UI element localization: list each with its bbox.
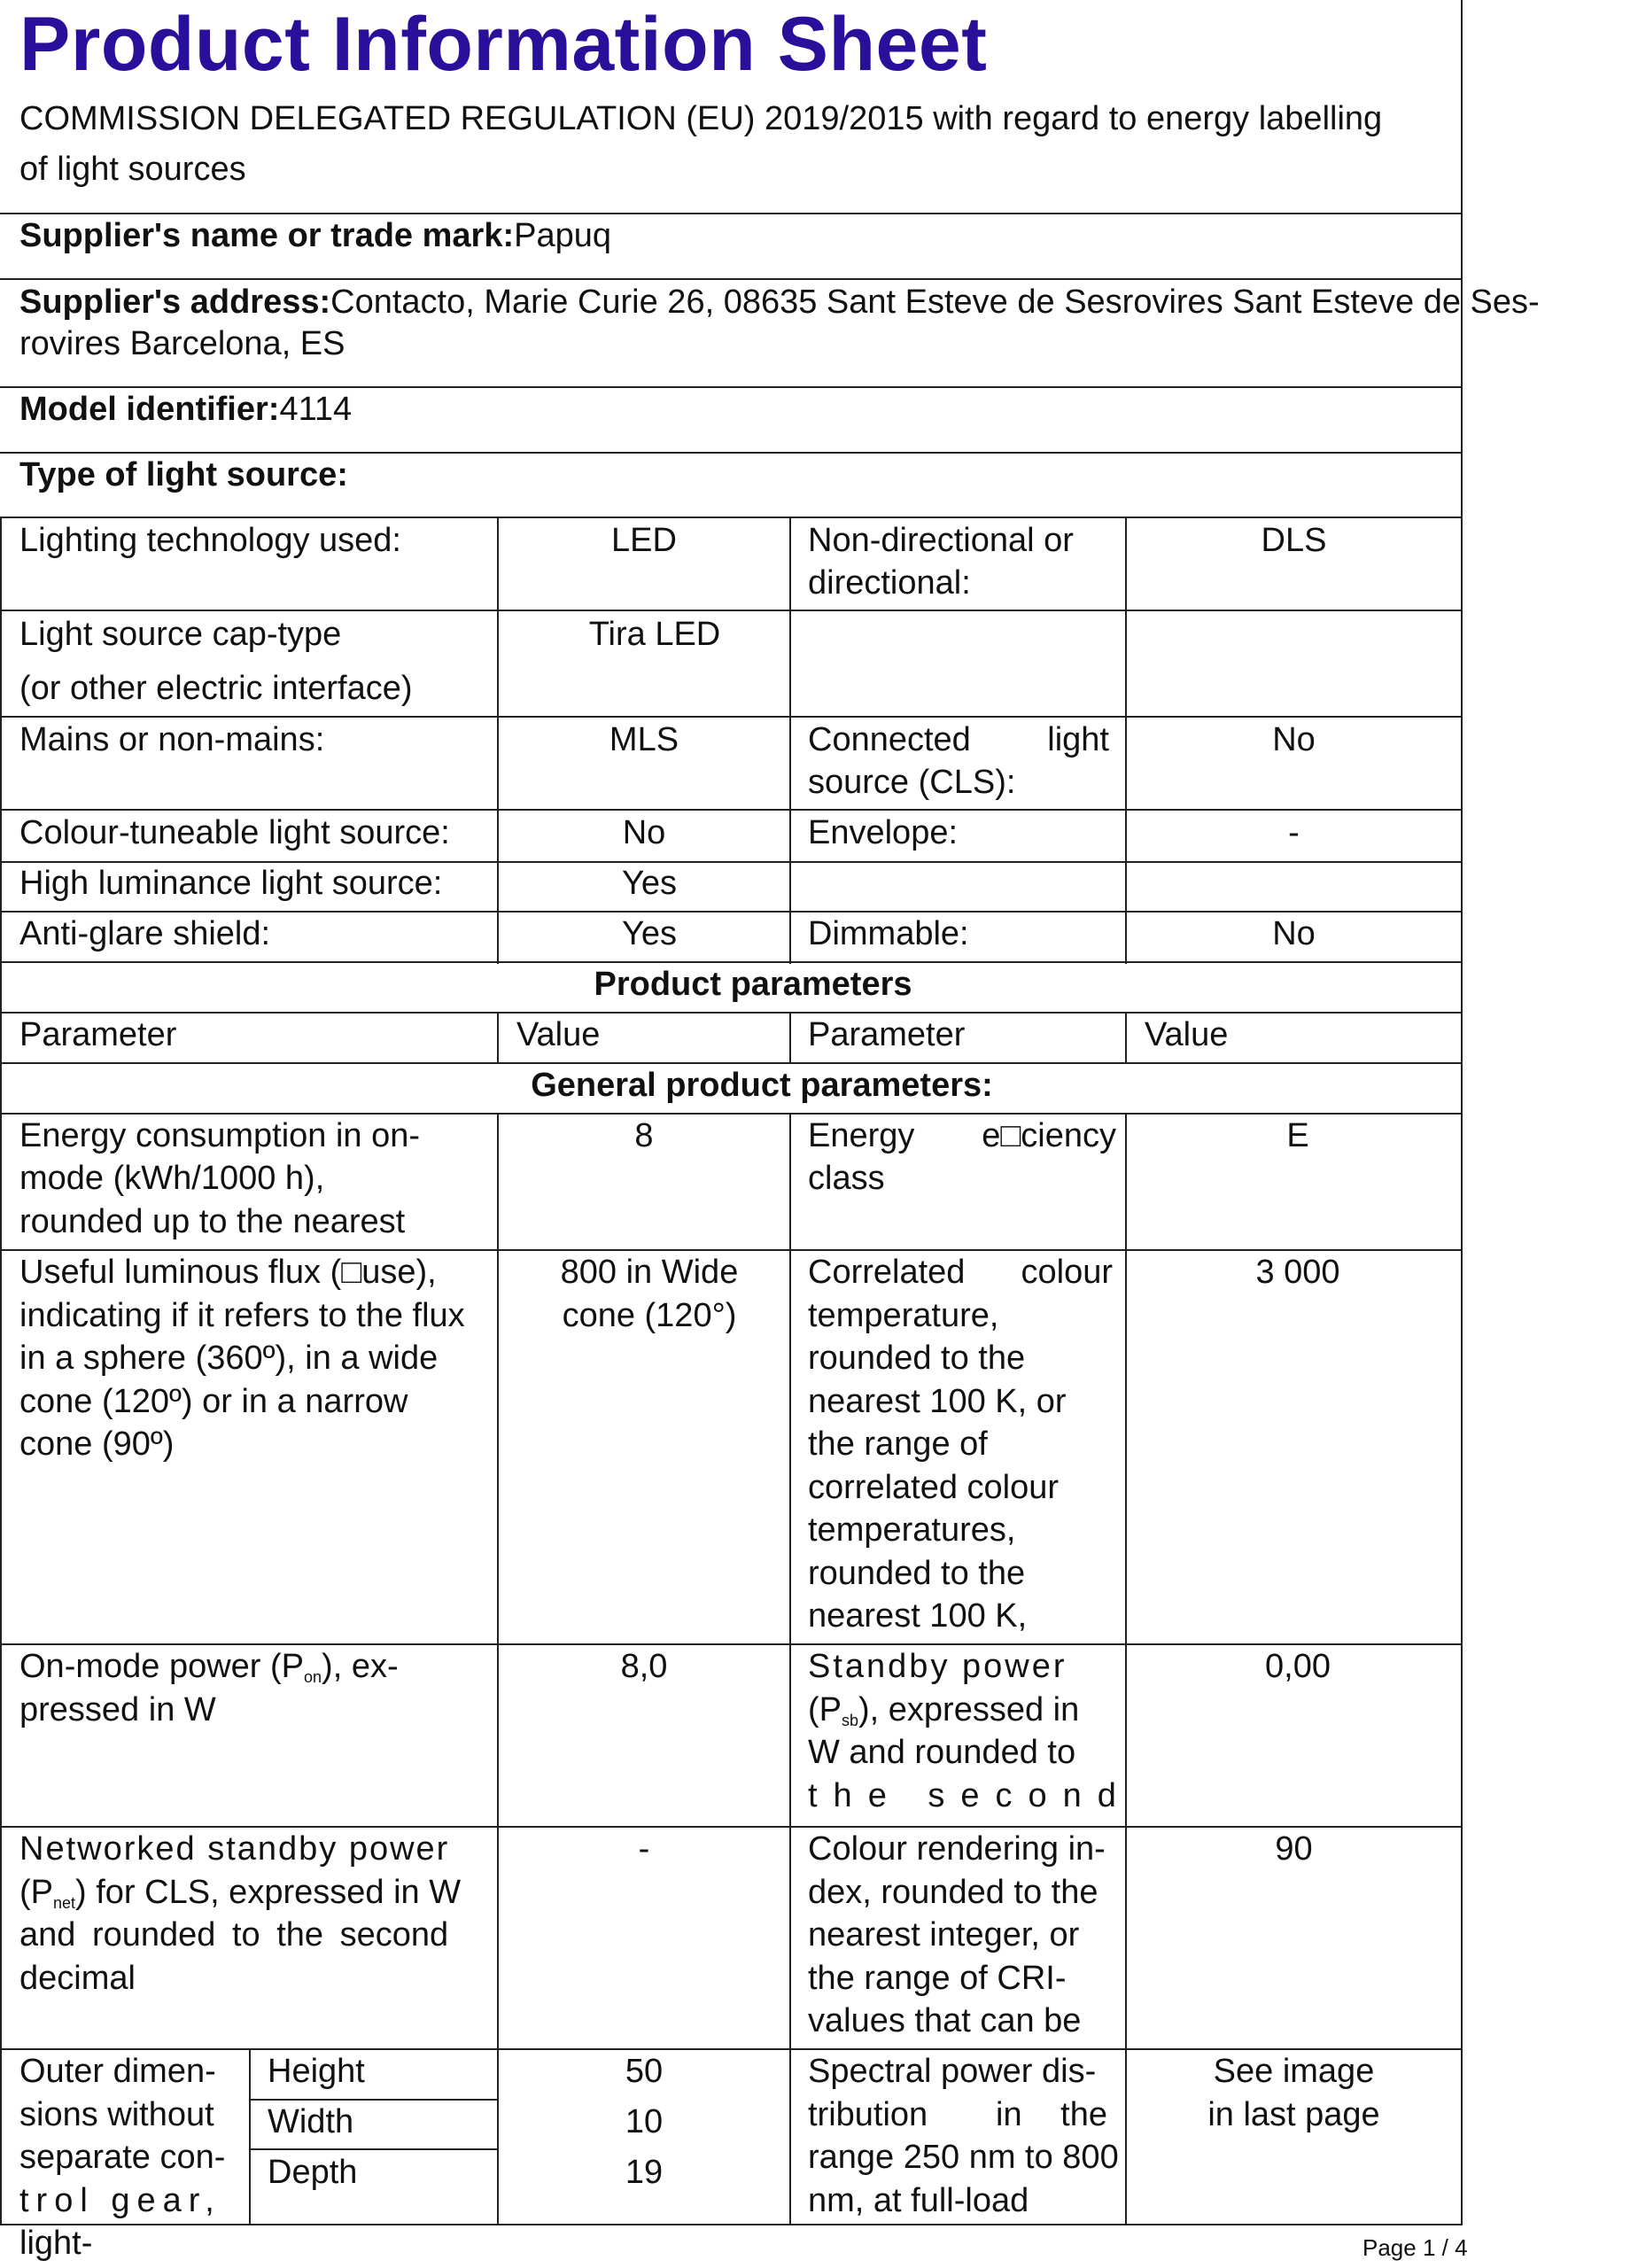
cri-value: 90: [1275, 1830, 1313, 1868]
cls-label: [808, 718, 1109, 761]
spectral-distribution-word1: tribution: [808, 2096, 928, 2133]
divider: [0, 1012, 1463, 1014]
supplier-address-value-line2: rovires Barcelona, ES: [19, 325, 345, 362]
cri-label-line4: the range of CRI-: [808, 1960, 1067, 1997]
outer-dimensions-label-line5: light-: [19, 2225, 93, 2262]
networked-standby-text: (P: [19, 1874, 53, 1911]
cct-label-line2: temperature,: [808, 1297, 999, 1334]
product-parameters-heading: Product parameters: [594, 966, 912, 1003]
column-header-value-2: Value: [1145, 1016, 1229, 1053]
light-source-type-label: Type of light source:: [19, 456, 348, 493]
directional-label-line2: directional:: [808, 564, 971, 602]
cct-label-line3: rounded to the: [808, 1340, 1026, 1377]
model-identifier-label: Model identifier:: [19, 391, 280, 428]
supplier-name-row: [19, 214, 611, 257]
lighting-technology-value: LED: [611, 522, 677, 559]
directional-label: Non-directional or: [808, 522, 1074, 559]
divider: [0, 809, 1463, 811]
energy-efficiency-word1: Energy: [808, 1117, 915, 1154]
cct-label-line8: rounded to the: [808, 1555, 1026, 1592]
on-mode-power-text-2: ), ex-: [322, 1648, 399, 1685]
networked-standby-value: -: [638, 1830, 650, 1868]
column-divider: [497, 1012, 499, 1062]
width-label: Width: [268, 2103, 354, 2140]
anti-glare-value: Yes: [622, 915, 677, 952]
spectral-distribution-label-line2: [808, 2093, 1107, 2136]
energy-consumption-label-line2: mode (kWh/1000 h),: [19, 1160, 325, 1197]
standby-power-label: Standby power: [808, 1648, 1067, 1685]
on-mode-power-text: On-mode power (P: [19, 1648, 305, 1685]
luminous-flux-label-line5: cone (90º): [19, 1425, 175, 1463]
spectral-distribution-word3: the: [1060, 2096, 1107, 2133]
energy-consumption-label-line3: rounded up to the nearest: [19, 1203, 406, 1240]
mains-value: MLS: [609, 721, 679, 758]
supplier-name-value: Papuq: [514, 217, 611, 254]
cls-value: No: [1272, 721, 1316, 758]
cri-label: Colour rendering in-: [808, 1830, 1106, 1868]
supplier-address-value: Contacto, Marie Curie 26, 08635 Sant Esteve de Sesrovires Sant Esteve de Ses-: [330, 284, 1540, 321]
luminous-flux-label-line3: in a sphere (360º), in a wide: [19, 1340, 439, 1377]
page-number: Page 1 / 4: [1362, 2234, 1468, 2261]
networked-standby-subscript: net: [53, 1894, 76, 1912]
cct-label-line5: the range of: [808, 1425, 988, 1463]
standby-power-subscript: sb: [842, 1712, 859, 1729]
luminous-flux-label-line4: cone (120º) or in a narrow: [19, 1383, 408, 1420]
model-identifier-value: 4114: [279, 391, 353, 428]
divider: [0, 2224, 1463, 2225]
on-mode-power-label-line2: pressed in W: [19, 1691, 216, 1728]
depth-value: 19: [625, 2154, 664, 2191]
model-identifier-row: [19, 388, 352, 431]
cri-label-line5: values that can be: [808, 2002, 1082, 2039]
cap-type-label: Light source cap-type: [19, 616, 342, 653]
on-mode-power-subscript: on: [304, 1668, 322, 1686]
standby-power-text: (P: [808, 1691, 842, 1728]
outer-dimensions-label-line3: separate con-: [19, 2139, 226, 2176]
spectral-distribution-value-line2: in last page: [1207, 2096, 1380, 2133]
cct-label-line9: nearest 100 K,: [808, 1597, 1028, 1635]
general-parameters-heading: General product parameters:: [531, 1067, 993, 1104]
spectral-distribution-word2: in: [996, 2096, 1022, 2133]
divider: [249, 2148, 498, 2150]
colour-tuneable-label: Colour-tuneable light source:: [19, 814, 450, 851]
width-value: 10: [625, 2103, 664, 2140]
networked-standby-label-line3: and rounded to the second: [19, 1916, 449, 1953]
energy-efficiency-label: [808, 1115, 1116, 1157]
mains-label: Mains or non-mains:: [19, 721, 325, 758]
high-luminance-value: Yes: [622, 865, 677, 902]
column-divider: [1125, 1012, 1127, 1062]
height-label: Height: [268, 2053, 365, 2090]
dimmable-value: No: [1272, 915, 1316, 952]
depth-label: Depth: [268, 2154, 358, 2191]
cls-label-word2: light: [1047, 721, 1109, 758]
anti-glare-label: Anti-glare shield:: [19, 915, 271, 952]
height-value: 50: [625, 2053, 664, 2090]
spectral-distribution-value: See image: [1213, 2053, 1375, 2090]
page-title: Product Information Sheet: [19, 2, 988, 87]
column-header-parameter: Parameter: [19, 1016, 177, 1053]
supplier-address-row: [19, 281, 1540, 323]
colour-tuneable-value: No: [622, 814, 666, 851]
luminous-flux-value: 800 in Wide: [560, 1254, 739, 1291]
energy-efficiency-label-line2: class: [808, 1160, 885, 1197]
dimmable-label: Dimmable:: [808, 915, 969, 952]
outer-dimensions-label-line4: trol gear,: [19, 2182, 221, 2219]
lighting-technology-label: Lighting technology used:: [19, 522, 401, 559]
outer-dimensions-label-line2: sions without: [19, 2096, 214, 2133]
regulation-subtitle: COMMISSION DELEGATED REGULATION (EU) 2019/2015 with regard to energy labelling of light sources: [19, 100, 1383, 188]
cct-label-line7: temperatures,: [808, 1511, 1016, 1549]
spectral-distribution-label: Spectral power dis-: [808, 2053, 1097, 2090]
standby-power-text-2: ), expressed in: [858, 1691, 1080, 1728]
energy-efficiency-word2: e□ciency: [982, 1117, 1116, 1154]
spectral-distribution-label-line4: nm, at full-load: [808, 2182, 1029, 2219]
divider: [0, 517, 1463, 518]
cls-label-word1: Connected: [808, 721, 971, 758]
cap-type-label-line2: (or other electric interface): [19, 670, 413, 707]
networked-standby-text-2: ) for CLS, expressed in W: [75, 1874, 462, 1911]
energy-consumption-label: Energy consumption in on-: [19, 1117, 421, 1154]
standby-power-label-line3: W and rounded to: [808, 1734, 1076, 1771]
luminous-flux-label-line2: indicating if it refers to the flux: [19, 1297, 465, 1334]
cct-label-line6: correlated colour: [808, 1469, 1060, 1506]
cct-label-line4: nearest 100 K, or: [808, 1383, 1067, 1420]
standby-power-value: 0,00: [1265, 1648, 1331, 1685]
cri-label-line3: nearest integer, or: [808, 1916, 1080, 1953]
on-mode-power-value: 8,0: [620, 1648, 668, 1685]
luminous-flux-value-line2: cone (120°): [562, 1297, 737, 1334]
outer-dimensions-label: Outer dimen-: [19, 2053, 216, 2090]
supplier-address-label: Supplier's address:: [19, 284, 331, 321]
energy-efficiency-value: E: [1286, 1117, 1309, 1154]
cct-label: [808, 1251, 1113, 1293]
cct-value: 3 000: [1255, 1254, 1340, 1291]
frame-left-border: [0, 517, 2, 2224]
spectral-distribution-label-line3: range 250 nm to 800: [808, 2139, 1119, 2176]
cls-label-line2: source (CLS):: [808, 764, 1016, 801]
luminous-flux-label: Useful luminous flux (□use),: [19, 1254, 437, 1291]
cri-label-line2: dex, rounded to the: [808, 1874, 1098, 1911]
envelope-value: -: [1288, 814, 1300, 851]
frame-right-border: [1461, 0, 1463, 2224]
divider: [0, 716, 1463, 718]
directional-value: DLS: [1261, 522, 1327, 559]
column-divider: [249, 2048, 251, 2224]
divider: [0, 610, 1463, 611]
high-luminance-label: High luminance light source:: [19, 865, 443, 902]
column-header-parameter-2: Parameter: [808, 1016, 966, 1053]
cct-label-word1: Correlated: [808, 1254, 966, 1291]
networked-standby-label-line4: decimal: [19, 1960, 136, 1997]
column-header-value: Value: [516, 1016, 601, 1053]
column-divider: [789, 1012, 791, 1062]
envelope-label: Envelope:: [808, 814, 959, 851]
divider: [0, 278, 1463, 280]
cct-label-word2: colour: [1021, 1254, 1113, 1291]
standby-power-label-line4: the second: [808, 1777, 1132, 1814]
supplier-name-label: Supplier's name or trade mark:: [19, 217, 515, 254]
energy-consumption-value: 8: [634, 1117, 654, 1154]
networked-standby-label: Networked standby power: [19, 1830, 450, 1868]
cap-type-value: Tira LED: [588, 616, 721, 653]
